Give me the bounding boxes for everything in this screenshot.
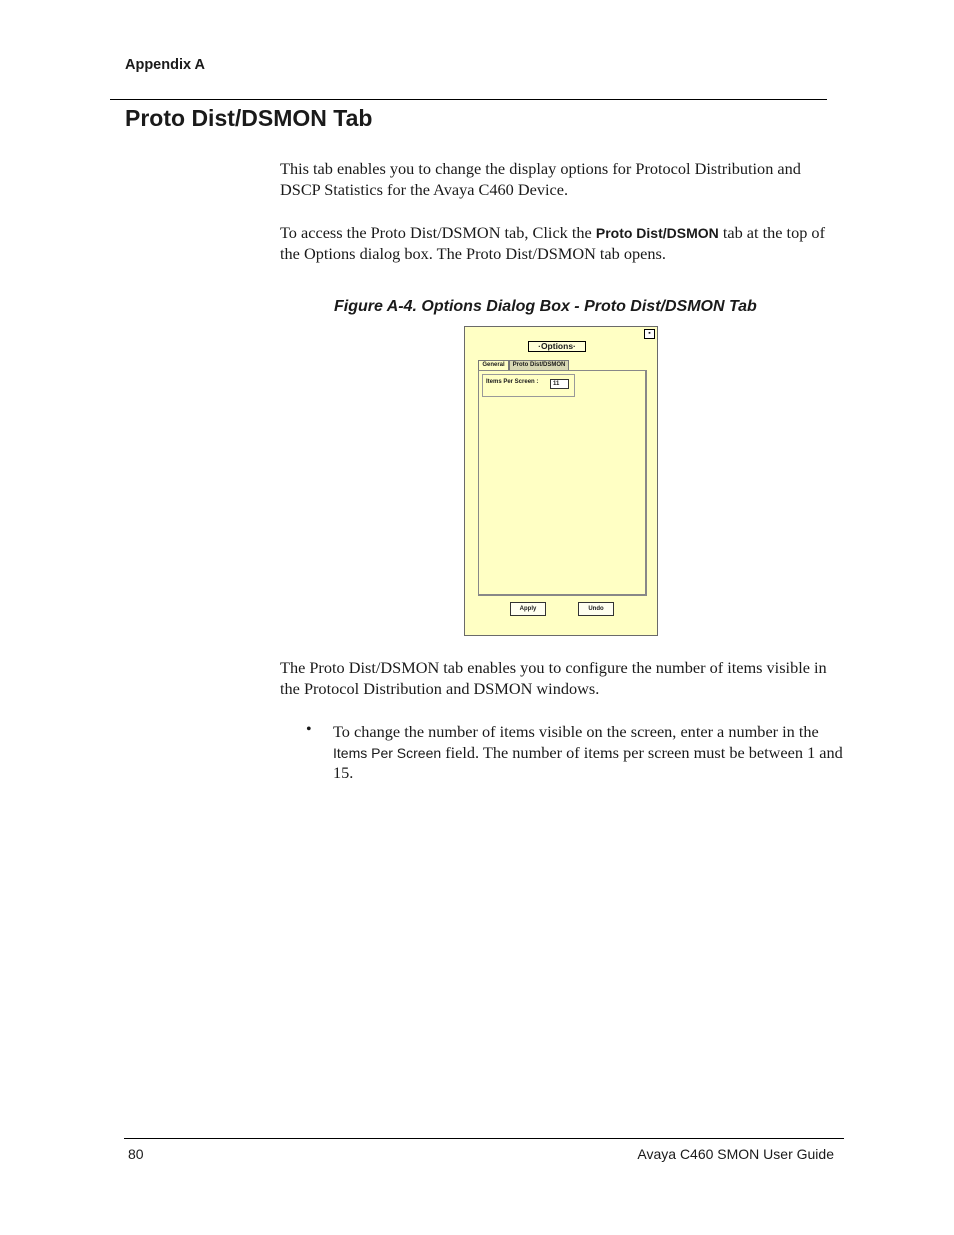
intro-paragraph: This tab enables you to change the display options for Protocol Distribution and DSCP Statistics for the Avaya C460 Device. bbox=[280, 159, 801, 199]
section-title: Proto Dist/DSMON Tab bbox=[125, 105, 373, 131]
bullet-paragraph bbox=[333, 722, 845, 784]
tab-proto-dist-dsmon[interactable]: Proto Dist/DSMON bbox=[509, 360, 569, 370]
items-per-screen-reference: Items Per Screen bbox=[333, 744, 442, 761]
page-number: 80 bbox=[128, 1146, 144, 1162]
access-paragraph bbox=[280, 223, 845, 264]
access-text-before: To access the Proto Dist/DSMON tab, Click the bbox=[280, 223, 596, 242]
guide-title: Avaya C460 SMON User Guide bbox=[637, 1146, 834, 1162]
title-marker-right: · bbox=[573, 341, 576, 351]
window-menu-icon[interactable]: ▪ bbox=[644, 329, 655, 339]
bullet-marker: • bbox=[306, 721, 312, 738]
bullet-text-after: field. The number of items per screen must be between 1 and 15. bbox=[333, 742, 843, 782]
tab-panel bbox=[478, 370, 647, 596]
options-dialog bbox=[464, 326, 658, 636]
figure-caption: Figure A-4. Options Dialog Box - Proto Dist/DSMON Tab bbox=[334, 298, 757, 315]
footer-rule bbox=[124, 1138, 844, 1139]
configure-paragraph: The Proto Dist/DSMON tab enables you to configure the number of items visible in the Protocol Distribution and DSMON windows. bbox=[280, 658, 827, 698]
items-per-screen-label: Items Per Screen : bbox=[486, 379, 539, 385]
access-text-after: tab at the top of the Options dialog box. The Proto Dist/DSMON tab opens. bbox=[280, 223, 825, 263]
tab-general[interactable]: General bbox=[478, 360, 509, 370]
apply-button[interactable]: Apply bbox=[510, 602, 546, 616]
undo-button[interactable]: Undo bbox=[578, 602, 614, 616]
access-tab-reference: Proto Dist/DSMON bbox=[595, 225, 719, 241]
dialog-title bbox=[528, 341, 586, 352]
bullet-text-before: To change the number of items visible on the screen, enter a number in the bbox=[333, 722, 819, 741]
title-marker-left: · bbox=[538, 341, 541, 351]
running-header: Appendix A bbox=[125, 57, 206, 73]
dialog-title-text: Options bbox=[540, 341, 574, 351]
items-per-screen-input[interactable]: 11 bbox=[550, 379, 569, 389]
header-rule bbox=[110, 99, 827, 100]
